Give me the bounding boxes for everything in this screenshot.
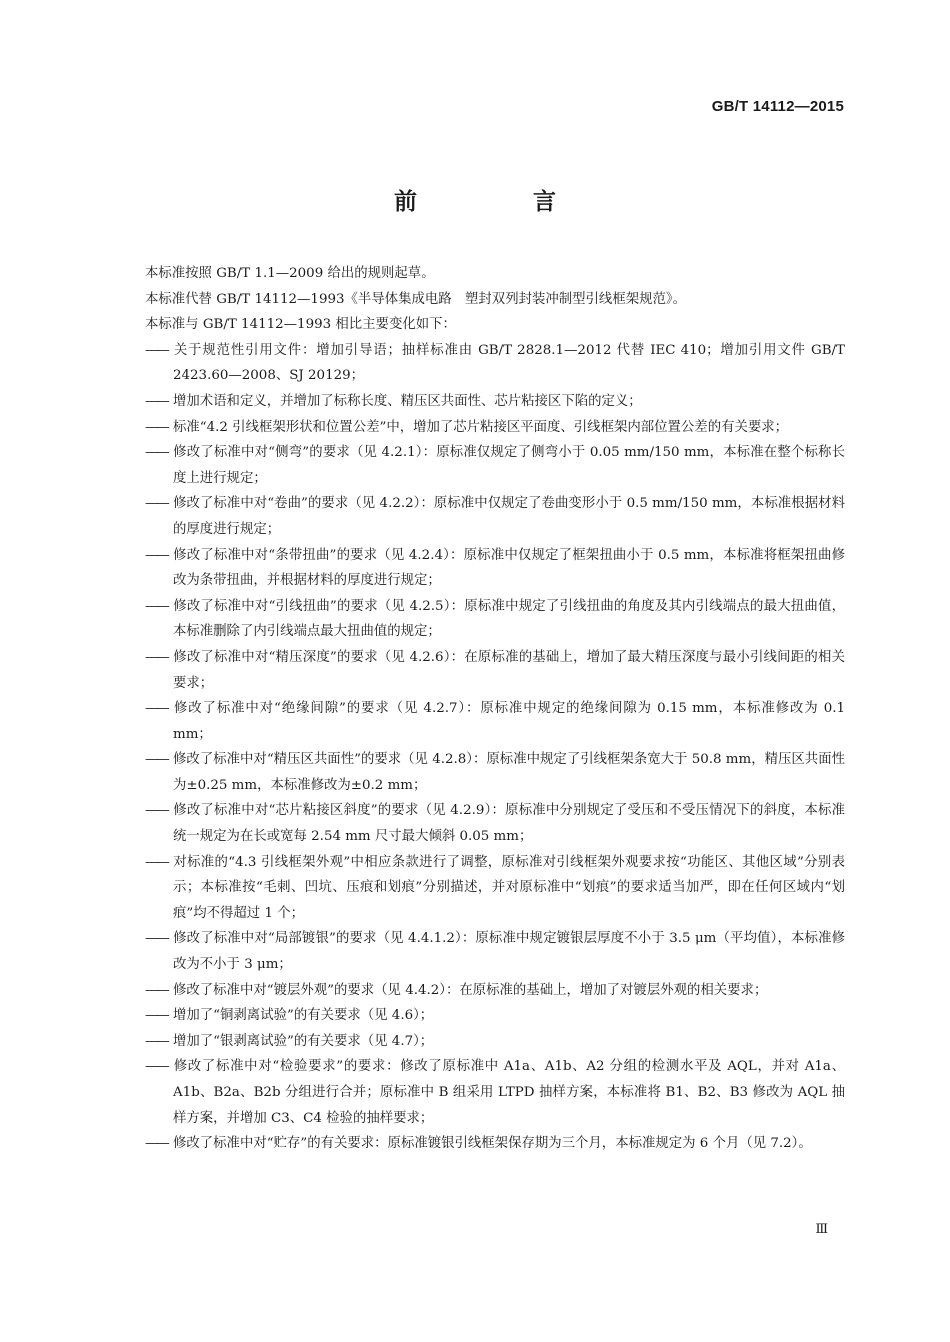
list-item: —— 修改了标准中对“绝缘间隙”的要求（见 4.2.7）：原标准中规定的绝缘间隙为 0.15 mm，本标准修改为 0.1 mm；	[145, 696, 845, 747]
list-item: —— 修改了标准中对“贮存”的有关要求：原标准镀银引线框架保存期为三个月，本标准规定为 6 个月（见 7.2）。	[145, 1131, 845, 1157]
list-item: —— 修改了标准中对“检验要求”的要求：修改了原标准中 A1a、A1b、A2 分组的检测水平及 AQL，并对 A1a、A1b、B2a、B2b 分组进行合并；原标准中 B 组采用 LTPD 抽样方案，本标准将 B1、B2、B3 修改为 AQL 抽样方案，并增加 C3、C4 检验的抽样要求；	[145, 1054, 845, 1131]
dash-marker: ——	[145, 931, 168, 947]
dash-marker: ——	[145, 342, 168, 358]
dash-marker: ——	[145, 598, 168, 614]
list-item: —— 修改了标准中对“精压区共面性”的要求（见 4.2.8）：原标准中规定了引线框架条宽大于 50.8 mm，精压区共面性为±0.25 mm，本标准修改为±0.2 mm；	[145, 747, 845, 798]
list-item: —— 增加了“铜剥离试验”的有关要求（见 4.6）；	[145, 1003, 845, 1029]
list-item: —— 修改了标准中对“精压深度”的要求（见 4.2.6）：在原标准的基础上，增加了最大精压深度与最小引线间距的相关要求；	[145, 645, 845, 696]
paragraph: 本标准与 GB/T 14112—1993 相比主要变化如下：	[145, 317, 456, 333]
list-item: —— 修改了标准中对“卷曲”的要求（见 4.2.2）：原标准中仅规定了卷曲变形小于 0.5 mm/150 mm，本标准根据材料的厚度进行规定；	[145, 491, 845, 542]
paragraph: 本标准代替 GB/T 14112—1993《半导体集成电路 塑封双列封装冲制型引线框架规范》。	[145, 291, 686, 307]
dash-marker: ——	[145, 445, 168, 461]
dash-marker: ——	[145, 496, 168, 512]
dash-marker: ——	[145, 1059, 168, 1075]
dash-marker: ——	[145, 701, 168, 717]
standard-code: GB/T 14112—2015	[711, 98, 844, 115]
list-item: —— 修改了标准中对“侧弯”的要求（见 4.2.1）：原标准仅规定了侧弯小于 0.05 mm/150 mm，本标准在整个标称长度上进行规定；	[145, 440, 845, 491]
dash-marker: ——	[145, 1136, 168, 1152]
page-title: 前 言	[393, 189, 610, 215]
list-item: —— 修改了标准中对“芯片粘接区斜度”的要求（见 4.2.9）：原标准中分别规定了受压和不受压情况下的斜度，本标准统一规定为在长或宽每 2.54 mm 尺寸最大倾斜 0.05 mm；	[145, 798, 845, 849]
dash-marker: ——	[145, 649, 168, 665]
list-item: —— 修改了标准中对“条带扭曲”的要求（见 4.2.4）：原标准中仅规定了框架扭曲小于 0.5 mm，本标准将框架扭曲修改为条带扭曲，并根据材料的厚度进行规定；	[145, 543, 845, 594]
list-item: —— 修改了标准中对“镀层外观”的要求（见 4.4.2）：在原标准的基础上，增加了对镀层外观的相关要求；	[145, 978, 845, 1004]
dash-marker: ——	[145, 982, 168, 998]
foreword-body	[145, 261, 845, 1157]
list-item: —— 增加了“银剥离试验”的有关要求（见 4.7）；	[145, 1029, 845, 1055]
dash-marker: ——	[145, 1008, 168, 1024]
dash-marker: ——	[145, 393, 168, 409]
list-item: —— 对标准的“4.3 引线框架外观”中相应条款进行了调整，原标准对引线框架外观要求按“功能区、其他区域”分别表示；本标准按“毛刺、凹坑、压痕和划痕”分别描述，并对原标准中“划痕”的要求适当加严，即在任何区域内“划痕”均不得超过 1 个；	[145, 850, 845, 927]
dash-marker: ——	[145, 752, 168, 768]
list-item: —— 关于规范性引用文件：增加引导语；抽样标准由 GB/T 2828.1—2012 代替 IEC 410；增加引用文件 GB/T 2423.60—2008、SJ 20129；	[145, 338, 845, 389]
list-item: —— 增加术语和定义，并增加了标称长度、精压区共面性、芯片粘接区下陷的定义；	[145, 389, 845, 415]
dash-marker: ——	[145, 854, 168, 870]
dash-marker: ——	[145, 547, 168, 563]
page-number: Ⅲ	[815, 1222, 828, 1237]
dash-marker: ——	[145, 803, 168, 819]
list-item: —— 修改了标准中对“引线扭曲”的要求（见 4.2.5）：原标准中规定了引线扭曲的角度及其内引线端点的最大扭曲值，本标准删除了内引线端点最大扭曲值的规定；	[145, 594, 845, 645]
dash-marker: ——	[145, 419, 168, 435]
list-item: —— 标准“4.2 引线框架形状和位置公差”中，增加了芯片粘接区平面度、引线框架内部位置公差的有关要求；	[145, 415, 845, 441]
paragraph: 本标准按照 GB/T 1.1—2009 给出的规则起草。	[145, 266, 435, 281]
dash-marker: ——	[145, 1033, 168, 1049]
list-item: —— 修改了标准中对“局部镀银”的要求（见 4.4.1.2）：原标准中规定镀银层厚度不小于 3.5 μm（平均值），本标准修改为不小于 3 μm；	[145, 926, 845, 977]
change-list	[145, 338, 845, 1157]
